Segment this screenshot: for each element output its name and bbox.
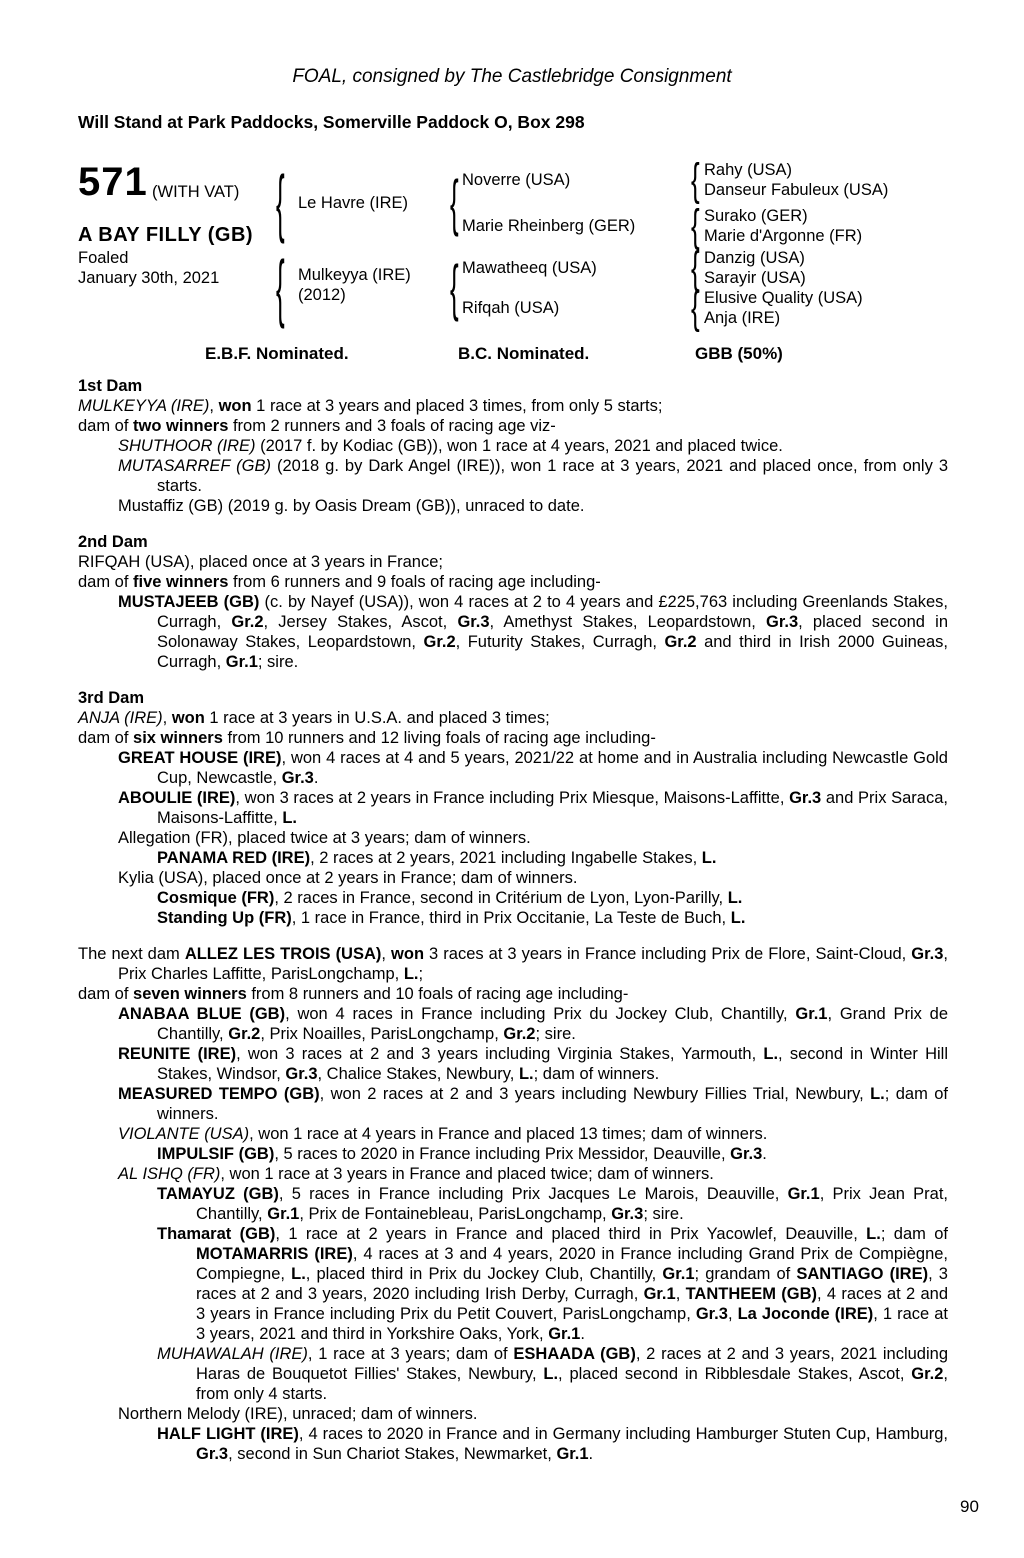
- pedigree-brace-icon: {: [691, 241, 700, 293]
- pedigree-paragraph: [78, 1084, 948, 1124]
- text-run: The next dam: [78, 945, 185, 963]
- text-run: Gr.2: [228, 1025, 261, 1043]
- pedigree-brace-icon: {: [276, 243, 285, 331]
- dam-section: [78, 532, 948, 672]
- pedigree-paragraph: [78, 708, 948, 728]
- text-run: L.: [730, 909, 746, 927]
- text-run: , Amethyst Stakes, Leopardstown,: [489, 613, 767, 631]
- pedigree-paragraph: [78, 984, 948, 1004]
- text-run: (2017 f. by Kodiac (GB)), won 1 race at 4 years, 2021 and placed twice.: [255, 437, 783, 455]
- text-run: won: [218, 397, 252, 415]
- text-run: 3 races at 3 years in France including Prix de Flore, Saint-Cloud,: [424, 945, 912, 963]
- pedigree-paragraph: [78, 944, 948, 984]
- text-run: Allegation (FR), placed twice at 3 years; dam of winners.: [118, 829, 531, 847]
- text-run: , won 3 races at 2 years in France including Prix Miesque, Maisons-Laffitte,: [235, 789, 790, 807]
- text-run: .: [762, 1145, 767, 1163]
- pedigree-paragraph: [78, 748, 948, 788]
- pedigree-paragraph: [78, 436, 948, 456]
- dam-sections: [78, 376, 948, 1464]
- text-run: dam of: [78, 985, 134, 1003]
- text-run: two winners: [133, 417, 229, 435]
- text-run: and third in Irish 2000 Guineas, Curragh,: [157, 633, 948, 671]
- text-run: ;: [418, 965, 424, 983]
- stand-location: Will Stand at Park Paddocks, Somerville Paddock O, Box 298: [78, 112, 585, 132]
- text-run: , won 1 race at 4 years in France and placed 13 times; dam of winners.: [249, 1125, 768, 1143]
- great-grandparent: Marie d'Argonne (FR): [704, 227, 863, 245]
- pedigree-paragraph: [78, 496, 948, 516]
- pedigree-paragraph: [78, 572, 948, 592]
- dam-section: [78, 376, 948, 516]
- text-run: ALLEZ LES TROIS (USA): [184, 945, 382, 963]
- page-number: 90: [960, 1497, 979, 1516]
- text-run: Gr.2: [664, 633, 697, 651]
- text-run: PANAMA RED (IRE): [157, 849, 311, 867]
- text-run: ; dam of: [880, 1225, 948, 1243]
- text-run: and Prix Saraca, Maisons-Laffitte,: [157, 789, 948, 827]
- text-run: L.: [763, 1045, 779, 1063]
- text-run: Gr.2: [423, 633, 456, 651]
- great-grandparent: Surako (GER): [704, 207, 808, 225]
- text-run: , Prix Noailles, ParisLongchamp,: [260, 1025, 504, 1043]
- text-run: , second in Winter Hill Stakes, Windsor,: [157, 1045, 949, 1083]
- pedigree-paragraph: [78, 848, 948, 868]
- text-run: Gr.2: [911, 1365, 944, 1383]
- text-run: ANABAA BLUE (GB): [118, 1005, 286, 1023]
- text-run: SHUTHOOR (IRE): [118, 437, 256, 455]
- text-run: ANJA (IRE): [78, 709, 163, 727]
- text-run: from 8 runners and 10 foals of racing age including-: [246, 985, 629, 1003]
- text-run: GREAT HOUSE (IRE): [118, 749, 282, 767]
- text-run: , 5 races in France including Prix Jacques Le Marois, Deauville,: [278, 1185, 788, 1203]
- text-run: L.: [866, 1225, 881, 1243]
- section-heading: 2nd Dam: [78, 533, 148, 551]
- text-run: , placed third in Prix du Jockey Club, Chantilly,: [305, 1265, 663, 1283]
- text-run: five winners: [133, 573, 229, 591]
- pedigree-paragraph: [78, 1184, 948, 1224]
- great-grandparent: Elusive Quality (USA): [704, 289, 863, 307]
- text-run: ; dam of winners.: [533, 1065, 660, 1083]
- text-run: , won 3 races at 2 and 3 years including Virginia Stakes, Yarmouth,: [236, 1045, 764, 1063]
- text-run: .: [580, 1325, 585, 1343]
- dam-sire: Mawatheeq (USA): [462, 259, 597, 277]
- text-run: , Prix Jean Prat, Chantilly,: [196, 1185, 948, 1223]
- pedigree-brace-icon: {: [450, 166, 459, 238]
- text-run: Gr.1: [643, 1285, 676, 1303]
- text-run: Gr.3: [196, 1445, 229, 1463]
- text-run: Gr.1: [787, 1185, 820, 1203]
- pedigree-paragraph: [78, 1124, 948, 1144]
- text-run: MUHAWALAH (IRE): [157, 1345, 308, 1363]
- sire-name: Le Havre (IRE): [298, 194, 409, 212]
- text-run: REUNITE (IRE): [118, 1045, 237, 1063]
- pedigree-paragraph: [78, 1424, 948, 1464]
- pedigree-brace-icon: {: [276, 158, 285, 246]
- vat-note: (WITH VAT): [152, 183, 240, 201]
- great-grandparent: Sarayir (USA): [704, 269, 806, 287]
- text-run: MUTASARREF (GB): [118, 457, 271, 475]
- gbb-note: GBB (50%): [695, 344, 783, 363]
- text-run: , 3 races at 2 and 3 years, 2020 including Irish Derby, Curragh,: [196, 1265, 948, 1303]
- sire-dam: Marie Rheinberg (GER): [462, 217, 636, 235]
- text-run: ,: [162, 709, 172, 727]
- text-run: , won 2 races at 2 and 3 years including Newbury Fillies Trial, Newbury,: [319, 1085, 871, 1103]
- lot-number: 571: [78, 160, 148, 204]
- text-run: Gr.3: [285, 1065, 318, 1083]
- text-run: VIOLANTE (USA): [118, 1125, 250, 1143]
- text-run: L.: [701, 849, 717, 867]
- great-grandparent: Danseur Fabuleux (USA): [704, 181, 889, 199]
- dam-section: [78, 688, 948, 928]
- pedigree-paragraph: [78, 552, 948, 572]
- text-run: dam of: [78, 729, 134, 747]
- text-run: RIFQAH (USA), placed once at 3 years in France;: [78, 553, 443, 571]
- text-run: Gr.3: [766, 613, 799, 631]
- text-run: Gr.1: [795, 1005, 828, 1023]
- pedigree-brace-icon: {: [691, 153, 700, 205]
- text-run: Gr.1: [556, 1445, 589, 1463]
- text-run: , Prix Charles Laffitte, ParisLongchamp,: [118, 945, 948, 983]
- text-run: TANTHEEM (GB): [685, 1285, 818, 1303]
- text-run: Gr.3: [457, 613, 490, 631]
- text-run: , 1 race in France, third in Prix Occitanie, La Teste de Buch,: [291, 909, 731, 927]
- text-run: , 1 race at 3 years, 2021 and third in Yorkshire Oaks, York,: [196, 1305, 949, 1343]
- text-run: seven winners: [133, 985, 247, 1003]
- text-run: Gr.1: [267, 1205, 300, 1223]
- text-run: ; sire.: [257, 653, 299, 671]
- text-run: , 2 races at 2 and 3 years, 2021 including Haras de Bouquetot Fillies' Stakes, Newbury,: [196, 1345, 948, 1383]
- text-run: , 1 race at 2 years in France and placed third in Prix Yacowlef, Deauville,: [275, 1225, 867, 1243]
- text-run: La Joconde (IRE): [737, 1305, 874, 1323]
- text-run: (c. by Nayef (USA)), won 4 races at 2 to 4 years and £225,763 including Greenlands Stakes, Curragh,: [157, 593, 948, 631]
- text-run: 1 race at 3 years in U.S.A. and placed 3 times;: [204, 709, 550, 727]
- text-run: Gr.3: [281, 769, 314, 787]
- bc-nomination: B.C. Nominated.: [458, 344, 590, 363]
- text-run: dam of: [78, 417, 134, 435]
- pedigree-paragraph: [78, 908, 948, 928]
- text-run: Northern Melody (IRE), unraced; dam of winners.: [118, 1405, 478, 1423]
- text-run: , Jersey Stakes, Ascot,: [263, 613, 458, 631]
- section-heading: 3rd Dam: [78, 689, 145, 707]
- text-run: ; grandam of: [694, 1265, 797, 1283]
- text-run: , 2 races at 2 years, 2021 including Ingabelle Stakes,: [310, 849, 702, 867]
- text-run: won: [391, 945, 425, 963]
- horse-name: A BAY FILLY (GB): [78, 224, 254, 246]
- pedigree-paragraph: [78, 416, 948, 436]
- text-run: six winners: [133, 729, 223, 747]
- text-run: , Futurity Stakes, Curragh,: [455, 633, 665, 651]
- text-run: Gr.2: [231, 613, 264, 631]
- text-run: from 2 runners and 3 foals of racing age viz-: [228, 417, 556, 435]
- text-run: Mustaffiz (GB) (2019 g. by Oasis Dream (GB)), unraced to date.: [118, 497, 585, 515]
- text-run: , placed second in Ribblesdale Stakes, Ascot,: [558, 1365, 912, 1383]
- pedigree-paragraph: [78, 728, 948, 748]
- text-run: L.: [518, 1065, 534, 1083]
- text-run: L.: [403, 965, 419, 983]
- text-run: , placed second in Solonaway Stakes, Leopardstown,: [157, 613, 948, 651]
- text-run: Gr.2: [503, 1025, 536, 1043]
- pedigree-brace-icon: {: [691, 281, 700, 333]
- text-run: , won 4 races at 4 and 5 years, 2021/22 at home and in Australia including Newcastle Gold Cup, Newcastle,: [157, 749, 948, 787]
- pedigree-paragraph: [78, 1004, 948, 1044]
- text-run: (2018 g. by Dark Angel (IRE)), won 1 race at 3 years, 2021 and placed once, from only 3 starts.: [157, 457, 949, 495]
- text-run: , from only 4 starts.: [196, 1365, 948, 1403]
- pedigree-paragraph: [78, 1044, 948, 1084]
- great-grandparent: Danzig (USA): [704, 249, 805, 267]
- pedigree-paragraph: [78, 1164, 948, 1184]
- ebf-nomination: E.B.F. Nominated.: [205, 344, 349, 363]
- sire-sire: Noverre (USA): [462, 171, 571, 189]
- text-run: .: [313, 769, 319, 787]
- text-run: L.: [291, 1265, 306, 1283]
- text-run: TAMAYUZ (GB): [157, 1185, 279, 1203]
- pedigree-paragraph: [78, 868, 948, 888]
- pedigree-paragraph: [78, 788, 948, 828]
- text-run: Cosmique (FR): [157, 889, 275, 907]
- text-run: , 1 race at 3 years; dam of: [307, 1345, 514, 1363]
- pedigree-paragraph: [78, 592, 948, 672]
- text-run: MUSTAJEEB (GB): [118, 593, 260, 611]
- text-run: Gr.1: [225, 653, 258, 671]
- text-run: 1 race at 3 years and placed 3 times, from only 5 starts;: [251, 397, 663, 415]
- text-run: , Chalice Stakes, Newbury,: [317, 1065, 519, 1083]
- text-run: , 4 races to 2020 in France and in Germany including Hamburger Stuten Cup, Hamburg,: [298, 1425, 948, 1443]
- text-run: .: [588, 1445, 594, 1463]
- text-run: Gr.3: [730, 1145, 763, 1163]
- dam-section: [78, 944, 948, 1464]
- foaled-date: January 30th, 2021: [78, 269, 220, 287]
- text-run: ESHAADA (GB): [513, 1345, 636, 1363]
- text-run: dam of: [78, 573, 134, 591]
- text-run: Gr.1: [548, 1325, 581, 1343]
- text-run: MEASURED TEMPO (GB): [118, 1085, 320, 1103]
- text-run: ABOULIE (IRE): [118, 789, 236, 807]
- text-run: won: [171, 709, 205, 727]
- text-run: Gr.3: [911, 945, 944, 963]
- dam-dam: Rifqah (USA): [462, 299, 560, 317]
- text-run: ; sire.: [643, 1205, 684, 1223]
- text-run: ,: [209, 397, 219, 415]
- text-run: , 4 races at 2 and 3 years in France including Prix du Petit Couvert, ParisLongchamp,: [196, 1285, 949, 1323]
- pedigree-brace-icon: {: [450, 251, 459, 323]
- section-heading: 1st Dam: [78, 377, 143, 395]
- pedigree-paragraph: [78, 1144, 948, 1164]
- text-run: AL ISHQ (FR): [118, 1165, 221, 1183]
- text-run: ,: [727, 1305, 738, 1323]
- dam-year: (2012): [298, 286, 346, 304]
- text-run: SANTIAGO (IRE): [796, 1265, 929, 1283]
- pedigree-paragraph: [78, 1224, 948, 1344]
- pedigree-paragraph: [78, 1404, 948, 1424]
- dam-name: Mulkeyya (IRE): [298, 266, 411, 284]
- text-run: Kylia (USA), placed once at 2 years in France; dam of winners.: [118, 869, 578, 887]
- text-run: Standing Up (FR): [157, 909, 292, 927]
- text-run: , 2 races in France, second in Critérium de Lyon, Lyon-Parilly,: [274, 889, 728, 907]
- text-run: L.: [870, 1085, 885, 1103]
- text-run: L.: [727, 889, 743, 907]
- pedigree-paragraph: [78, 828, 948, 848]
- pedigree-paragraph: [78, 1344, 948, 1404]
- text-run: ,: [381, 945, 392, 963]
- text-run: , Grand Prix de Chantilly,: [157, 1005, 948, 1043]
- text-run: ,: [675, 1285, 686, 1303]
- pedigree-paragraph: [78, 456, 948, 496]
- text-run: ; dam of winners.: [157, 1085, 948, 1123]
- text-run: , second in Sun Chariot Stakes, Newmarket,: [228, 1445, 557, 1463]
- text-run: HALF LIGHT (IRE): [157, 1425, 299, 1443]
- text-run: , 4 races at 3 and 4 years, 2020 in France including Grand Prix de Compiègne, Compiegne,: [196, 1245, 949, 1283]
- text-run: MULKEYYA (IRE): [78, 397, 210, 415]
- text-run: , won 4 races in France including Prix du Jockey Club, Chantilly,: [285, 1005, 796, 1023]
- text-run: IMPULSIF (GB): [157, 1145, 275, 1163]
- text-run: , 5 races to 2020 in France including Prix Messidor, Deauville,: [274, 1145, 731, 1163]
- text-run: MOTAMARRIS (IRE): [196, 1245, 353, 1263]
- text-run: , Prix de Fontainebleau, ParisLongchamp,: [299, 1205, 612, 1223]
- foaled-label: Foaled: [78, 249, 129, 267]
- pedigree-brace-icon: {: [691, 199, 700, 251]
- text-run: Thamarat (GB): [157, 1225, 276, 1243]
- text-run: from 10 runners and 12 living foals of racing age including-: [222, 729, 656, 747]
- text-run: ; sire.: [535, 1025, 576, 1043]
- text-run: Gr.3: [789, 789, 822, 807]
- text-run: Gr.1: [662, 1265, 695, 1283]
- great-grandparent: Anja (IRE): [704, 309, 781, 327]
- pedigree-paragraph: [78, 888, 948, 908]
- page-title: FOAL, consigned by The Castlebridge Consignment: [292, 66, 732, 87]
- pedigree-paragraph: [78, 396, 948, 416]
- text-run: L.: [543, 1365, 559, 1383]
- text-run: Gr.3: [695, 1305, 728, 1323]
- text-run: , won 1 race at 3 years in France and placed twice; dam of winners.: [220, 1165, 714, 1183]
- text-run: Gr.3: [611, 1205, 644, 1223]
- text-run: L.: [282, 809, 298, 827]
- text-run: from 6 runners and 9 foals of racing age including-: [228, 573, 601, 591]
- great-grandparent: Rahy (USA): [704, 161, 793, 179]
